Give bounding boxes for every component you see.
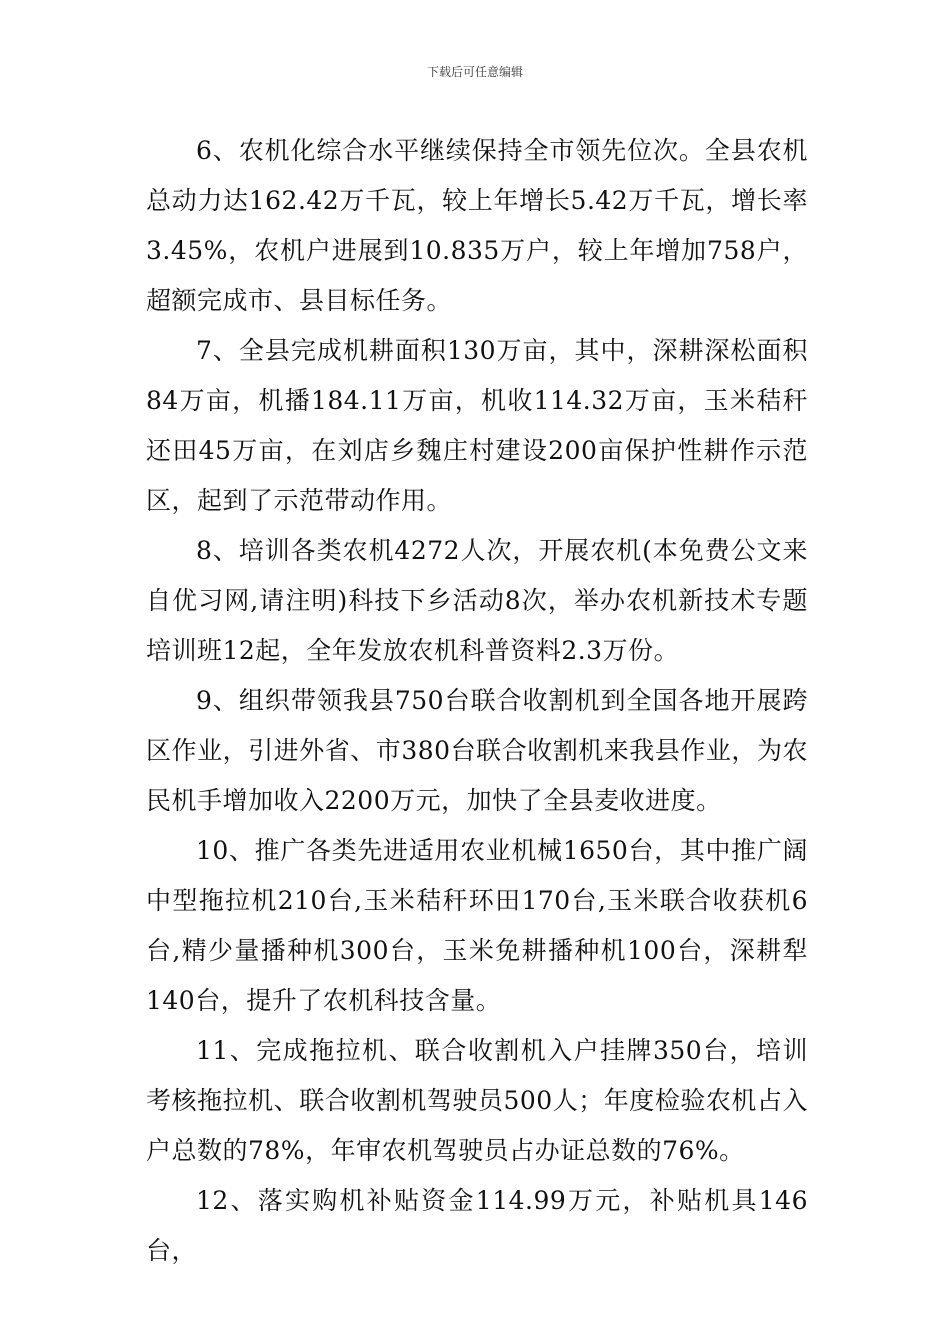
paragraph-6: 6、农机化综合水平继续保持全市领先位次。全县农机总动力达162.42万千瓦，较上年增长5.42万千瓦，增长率3.45%，农机户进展到10.835万户，较上年增加758户，超额完成市、县目标任务。	[146, 136, 808, 315]
paragraph-10: 10、推广各类先进适用农业机械1650台，其中推广阔中型拖拉机210台,玉米秸秆环田170台,玉米联合收获机6台,精少量播种机300台，玉米免耕播种机100台，深耕犁140台，提升了农机科技含量。	[146, 836, 808, 1015]
page-header: 下载后可任意编辑	[426, 65, 523, 79]
paragraph-11: 11、完成拖拉机、联合收割机入户挂牌350台，培训考核拖拉机、联合收割机驾驶员500人；年度检验农机占入户总数的78%，年审农机驾驶员占办证总数的76%。	[146, 1036, 808, 1165]
paragraph-8: 8、培训各类农机4272人次，开展农机(本免费公文来自优习网,请注明)科技下乡活动8次，举办农机新技术专题培训班12起，全年发放农机科普资料2.3万份。	[146, 536, 808, 665]
paragraph-7: 7、全县完成机耕面积130万亩，其中，深耕深松面积84万亩，机播184.11万亩，机收114.32万亩，玉米秸秆还田45万亩，在刘店乡魏庄村建设200亩保护性耕作示范区，起到了示范带动作用。	[146, 336, 808, 515]
paragraph-9: 9、组织带领我县750台联合收割机到全国各地开展跨区作业，引进外省、市380台联合收割机来我县作业，为农民机手增加收入2200万元，加快了全县麦收进度。	[146, 686, 808, 815]
paragraph-12: 12、落实购机补贴资金114.99万元，补贴机具146台，	[146, 1186, 808, 1265]
document-body	[146, 126, 808, 1276]
